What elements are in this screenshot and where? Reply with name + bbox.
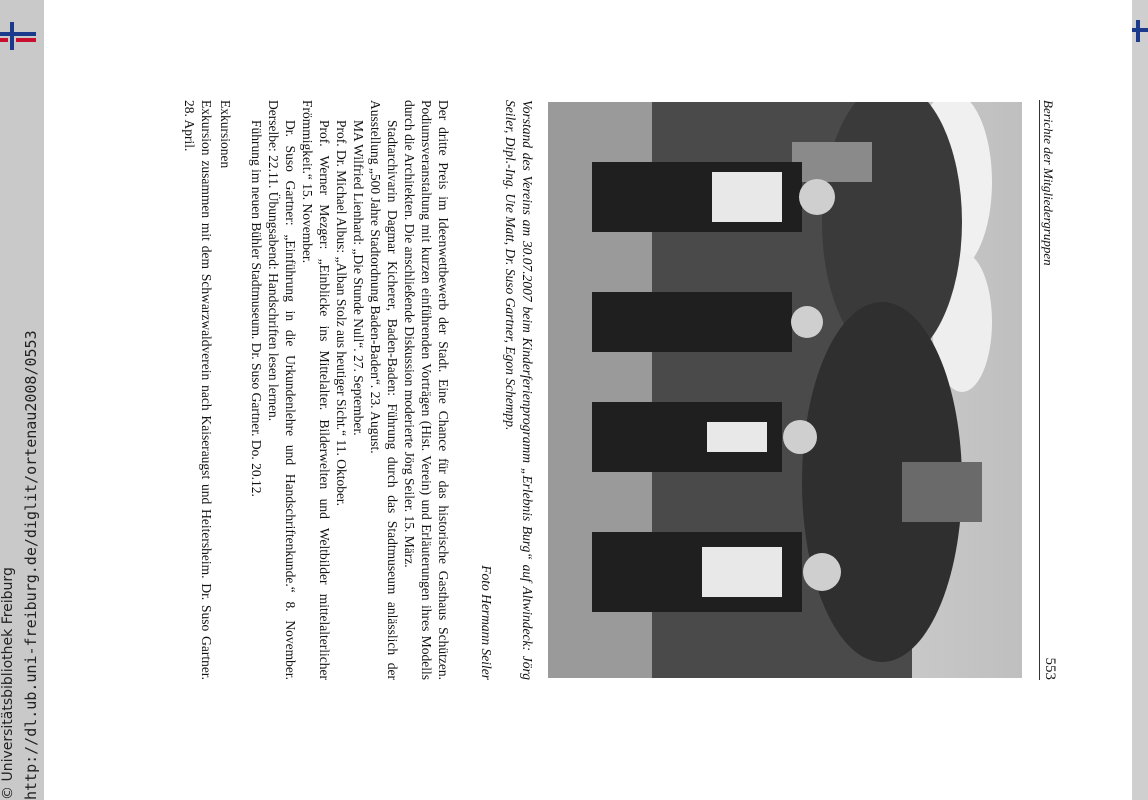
- photo-image-icon: [548, 102, 1022, 678]
- paragraph: Stadtarchivarin Dagmar Kicherer, Baden-Baden: Führung durch das Stadtmuseum anlässlich der Ausstellung „500 Jahre Stadtordnung Baden-Baden“. 23. August.: [368, 100, 400, 680]
- running-title: Berichte der Mitgliedergruppen: [1041, 100, 1056, 266]
- paragraph: Exkursion zusammen mit dem Schwarzwaldverein nach Kaiseraugst und Heitersheim. Dr. Suso Gartner. 28. April.: [182, 100, 214, 680]
- paragraph: Prof. Werner Mezger: „Einblicke ins Mittelalter. Bilderwelten und Weltbilder mittelalterlicher Frömmigkeit.“ 15. November.: [300, 100, 332, 680]
- paragraph: MA Wilfried Lienhard: „Die Stunde Null“. 27. September.: [351, 120, 366, 436]
- watermark-url[interactable]: http://dl.ub.uni-freiburg.de/diglit/ortenau2008/0553: [22, 330, 40, 800]
- watermark-copyright: © Universitätsbibliothek Freiburg: [0, 567, 16, 800]
- photo-caption: Vorstand des Vereins am 30.07.2007 beim Kinderferienprogramm „Erlebnis Burg“ auf Altwindeck: Jörg Seiler, Dipl.-Ing. Ute Matt, Dr. Suso Gartner, Egon Schempp.: [503, 100, 535, 680]
- photo-credit: Foto Hermann Seiler: [479, 565, 494, 680]
- library-logo-icon-right: [1132, 20, 1148, 42]
- viewer-right-sidebar: [1132, 0, 1148, 800]
- page-number: 553: [1042, 657, 1058, 680]
- section-heading: Exkursionen: [218, 100, 233, 169]
- paragraph: Dr. Suso Gartner: „Einführung in die Urkundenlehre und Handschriftenkunde.“ 8. November. Derselbe: 22.11. Übungsabend: Handschriften lesen lernen.: [266, 100, 298, 680]
- article-body: [181, 100, 452, 680]
- library-logo-icon: [0, 22, 36, 50]
- header-rule: [1039, 100, 1040, 680]
- paragraph: Führung im neuen Bühler Stadtmuseum. Dr. Suso Gartner. Do. 20.12.: [249, 120, 264, 497]
- paragraph: Der dritte Preis im Ideenwettbewerb der Stadt. Eine Chance für das historische Gasthaus Schützen. Podiumsveranstaltung mit kurzen einführenden Vorträgen (Hist. Verein) und Erläuterungen ihres Modells durch die Architekten. Die anschließende Diskussion moderierte Jörg Seiler. 15. März.: [402, 100, 451, 680]
- group-photo: [548, 102, 1022, 678]
- document-page: [144, 100, 1064, 680]
- paragraph: Prof. Dr. Michael Albus: „Alban Stolz aus heutiger Sicht.“ 11. Oktober.: [334, 120, 349, 507]
